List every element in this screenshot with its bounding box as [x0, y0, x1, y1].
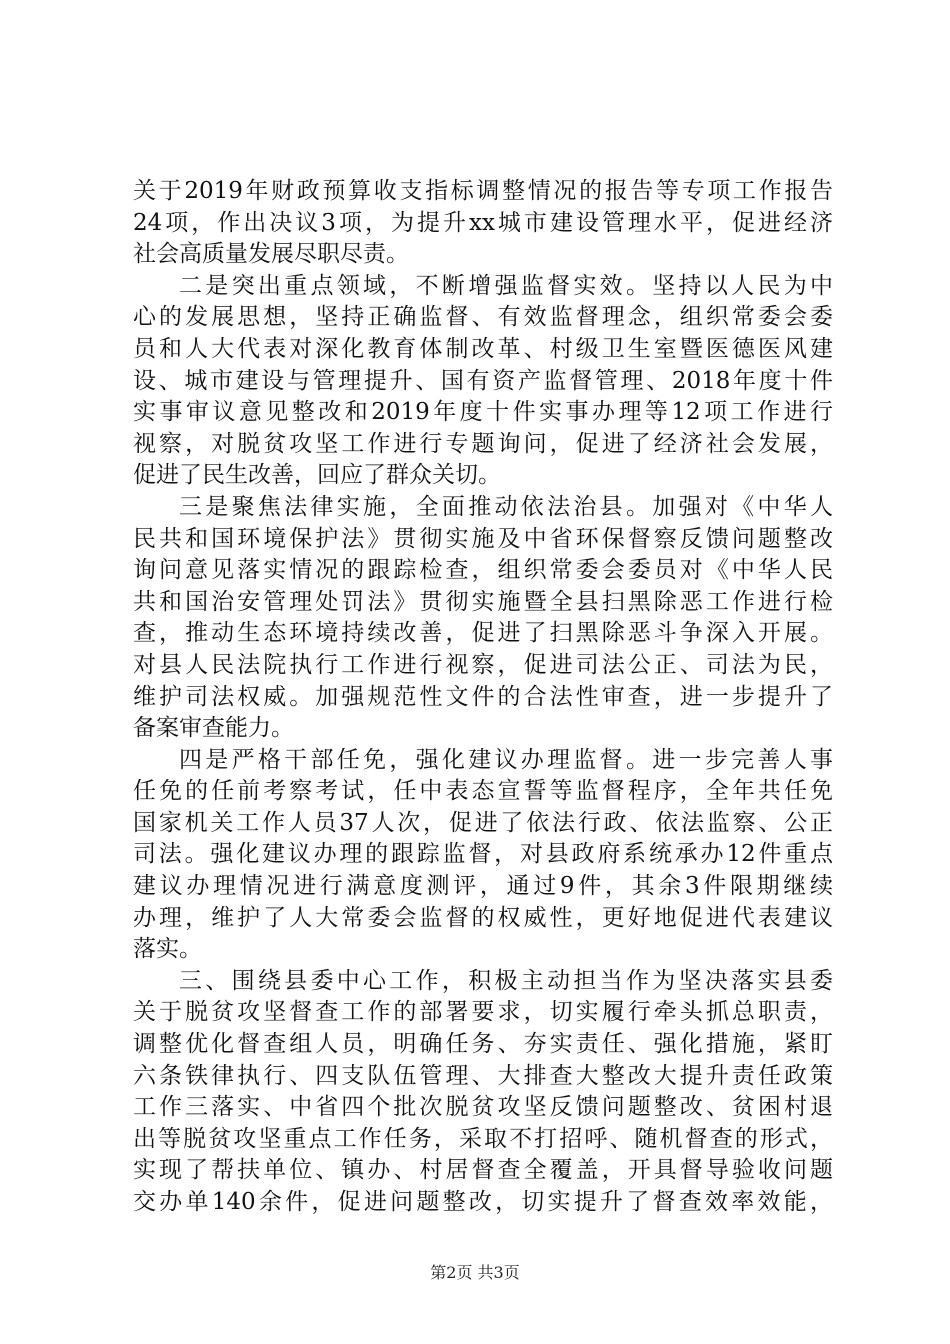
text-line: 落实。: [133, 936, 202, 963]
text-line: 24项，作出决议3项，为提升xx城市建设管理水平，促进经济: [133, 209, 833, 236]
paragraph-start-line: 三、围绕县委中心工作，积极主动担当作为坚决落实县委: [179, 967, 833, 994]
text-line: 备案审查能力。: [133, 715, 294, 742]
text-line: 设、城市建设与管理提升、国有资产监督管理、2018年度十件: [133, 367, 833, 394]
text-line: 办理，维护了人大常委会监督的权威性，更好地促进代表建议: [133, 904, 833, 931]
text-line: 维护司法权威。加强规范性文件的合法性审查，进一步提升了: [133, 683, 833, 710]
text-line: 询问意见落实情况的跟踪检查，组织常委会委员对《中华人民: [133, 557, 833, 584]
text-line: 司法。强化建议办理的跟踪监督，对县政府系统承办12件重点: [133, 841, 833, 868]
text-line: 促进了民生改善，回应了群众关切。: [133, 462, 501, 489]
text-line: 查，推动生态环境持续改善，促进了扫黑除恶斗争深入开展。: [133, 620, 833, 647]
text-line: 对县人民法院执行工作进行视察，促进司法公正、司法为民，: [133, 651, 833, 678]
paragraph-start-line: 三是聚焦法律实施，全面推动依法治县。加强对《中华人: [179, 493, 833, 520]
text-line: 视察，对脱贫攻坚工作进行专题询问，促进了经济社会发展，: [133, 430, 833, 457]
text-line: 实事审议意见整改和2019年度十件实事办理等12项工作进行: [133, 399, 833, 426]
paragraph-start-line: 四是严格干部任免，强化建议办理监督。进一步完善人事: [179, 746, 833, 773]
page-number-footer: 第2页 共3页: [430, 1263, 520, 1282]
text-line: 关于2019年财政预算收支指标调整情况的报告等专项工作报告: [133, 178, 833, 204]
text-line: 关于脱贫攻坚督查工作的部署要求，切实履行牵头抓总职责，: [133, 999, 833, 1026]
text-line: 社会高质量发展尽职尽责。: [133, 241, 409, 268]
text-line: 国家机关工作人员37人次，促进了依法行政、依法监察、公正: [133, 809, 833, 836]
text-line: 交办单140余件，促进问题整改，切实提升了督查效率效能，: [133, 1189, 833, 1215]
text-line: 心的发展思想，坚持正确监督、有效监督理念，组织常委会委: [133, 304, 833, 331]
text-line: 调整优化督查组人员，明确任务、夯实责任、强化措施，紧盯: [133, 1031, 833, 1058]
text-line: 建议办理情况进行满意度测评，通过9件，其余3件限期继续: [133, 873, 833, 900]
document-body: [133, 176, 833, 1219]
text-line: 六条铁律执行、四支队伍管理、大排查大整改大提升责任政策: [133, 1062, 833, 1089]
text-line: 任免的任前考察考试，任中表态宣誓等监督程序，全年共任免: [133, 778, 833, 805]
text-line: 民共和国环境保护法》贯彻实施及中省环保督察反馈问题整改: [133, 525, 833, 552]
text-line: 实现了帮扶单位、镇办、村居督查全覆盖，开具督导验收问题: [133, 1157, 833, 1184]
text-line: 工作三落实、中省四个批次脱贫攻坚反馈问题整改、贫困村退: [133, 1094, 833, 1121]
text-line: 员和人大代表对深化教育体制改革、村级卫生室暨医德医风建: [133, 335, 833, 362]
text-line: 出等脱贫攻坚重点工作任务，采取不打招呼、随机督查的形式，: [133, 1125, 833, 1152]
text-line: 共和国治安管理处罚法》贯彻实施暨全县扫黑除恶工作进行检: [133, 588, 833, 615]
paragraph-start-line: 二是突出重点领域，不断增强监督实效。坚持以人民为中: [179, 272, 833, 299]
